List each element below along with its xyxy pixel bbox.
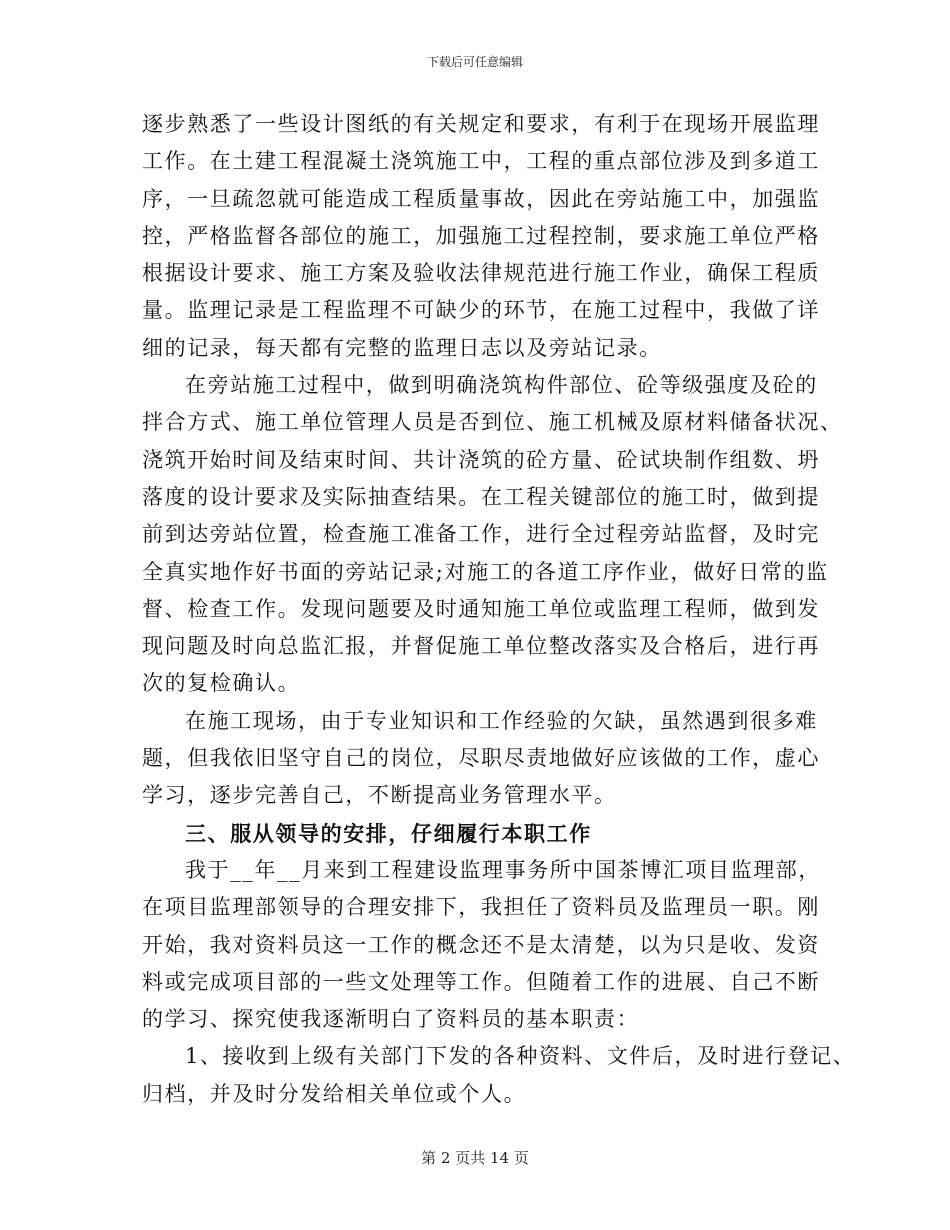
body-line: 现问题及时向总监汇报，并督促施工单位整改落实及合格后，进行再 — [142, 634, 820, 659]
body-line: 逐步熟悉了一些设计图纸的有关规定和要求，有利于在现场开展监理 — [142, 112, 820, 136]
page-number: 第 2 页共 14 页 — [421, 1149, 529, 1167]
body-line: 前到达旁站位置，检查施工准备工作，进行全过程旁站监督，及时完 — [142, 522, 820, 547]
body-line: 量。监理记录是工程监理不可缺少的环节，在施工过程中，我做了详 — [142, 298, 820, 323]
body-line: 落度的设计要求及实际抽查结果。在工程关键部位的施工时，做到提 — [142, 484, 820, 509]
body-line: 序，一旦疏忽就可能造成工程质量事故，因此在旁站施工中，加强监 — [142, 186, 820, 211]
paragraph-first-line: 在施工现场，由于专业知识和工作经验的欠缺，虽然遇到很多难 — [185, 708, 818, 733]
section-heading: 三、服从领导的安排，仔细履行本职工作 — [185, 820, 592, 846]
body-line: 题，但我依旧坚守自己的岗位，尽职尽责地做好应该做的工作，虚心 — [142, 746, 820, 771]
body-line: 督、检查工作。发现问题要及时通知施工单位或监理工程师，做到发 — [142, 596, 820, 621]
body-line: 全真实地作好书面的旁站记录;对施工的各道工序作业，做好日常的监 — [142, 559, 829, 584]
body-line: 根据设计要求、施工方案及验收法律规范进行施工作业，确保工程质 — [142, 261, 820, 286]
body-line: 开始，我对资料员这一工作的概念还不是太清楚，以为只是收、发资 — [142, 932, 820, 957]
body-line: 次的复检确认。 — [142, 671, 301, 696]
body-line: 工作。在土建工程混凝土浇筑施工中，工程的重点部位涉及到多道工 — [142, 149, 820, 174]
body-line: 浇筑开始时间及结束时间、共计浇筑的砼方量、砼试块制作组数、坍 — [142, 447, 820, 472]
body-line: 细的记录，每天都有完整的监理日志以及旁站记录。 — [142, 335, 662, 360]
list-item-first-line: 1、接收到上级有关部门下发的各种资料、文件后，及时进行登记、 — [185, 1044, 856, 1069]
body-line: 料或完成项目部的一些文处理等工作。但随着工作的进展、自己不断 — [142, 969, 820, 994]
body-line: 在项目监理部领导的合理安排下，我担任了资料员及监理员一职。刚 — [142, 895, 820, 920]
body-line: 学习，逐步完善自己，不断提高业务管理水平。 — [142, 783, 617, 808]
body-line: 控，严格监督各部位的施工，加强施工过程控制，要求施工单位严格 — [142, 223, 820, 248]
paragraph-first-line: 我于__年__月来到工程建设监理事务所中国茶博汇项目监理部， — [185, 857, 821, 882]
document-body — [142, 106, 856, 1113]
page-header-note: 下载后可任意编辑 — [426, 55, 523, 69]
body-line: 归档，并及时分发给相关单位或个人。 — [142, 1081, 527, 1106]
body-line: 的学习、探究使我逐渐明白了资料员的基本职责： — [142, 1007, 640, 1032]
body-line: 拌合方式、施工单位管理人员是否到位、施工机械及原材料储备状况、 — [142, 410, 843, 435]
paragraph-first-line: 在旁站施工过程中，做到明确浇筑构件部位、砼等级强度及砼的 — [185, 373, 818, 398]
